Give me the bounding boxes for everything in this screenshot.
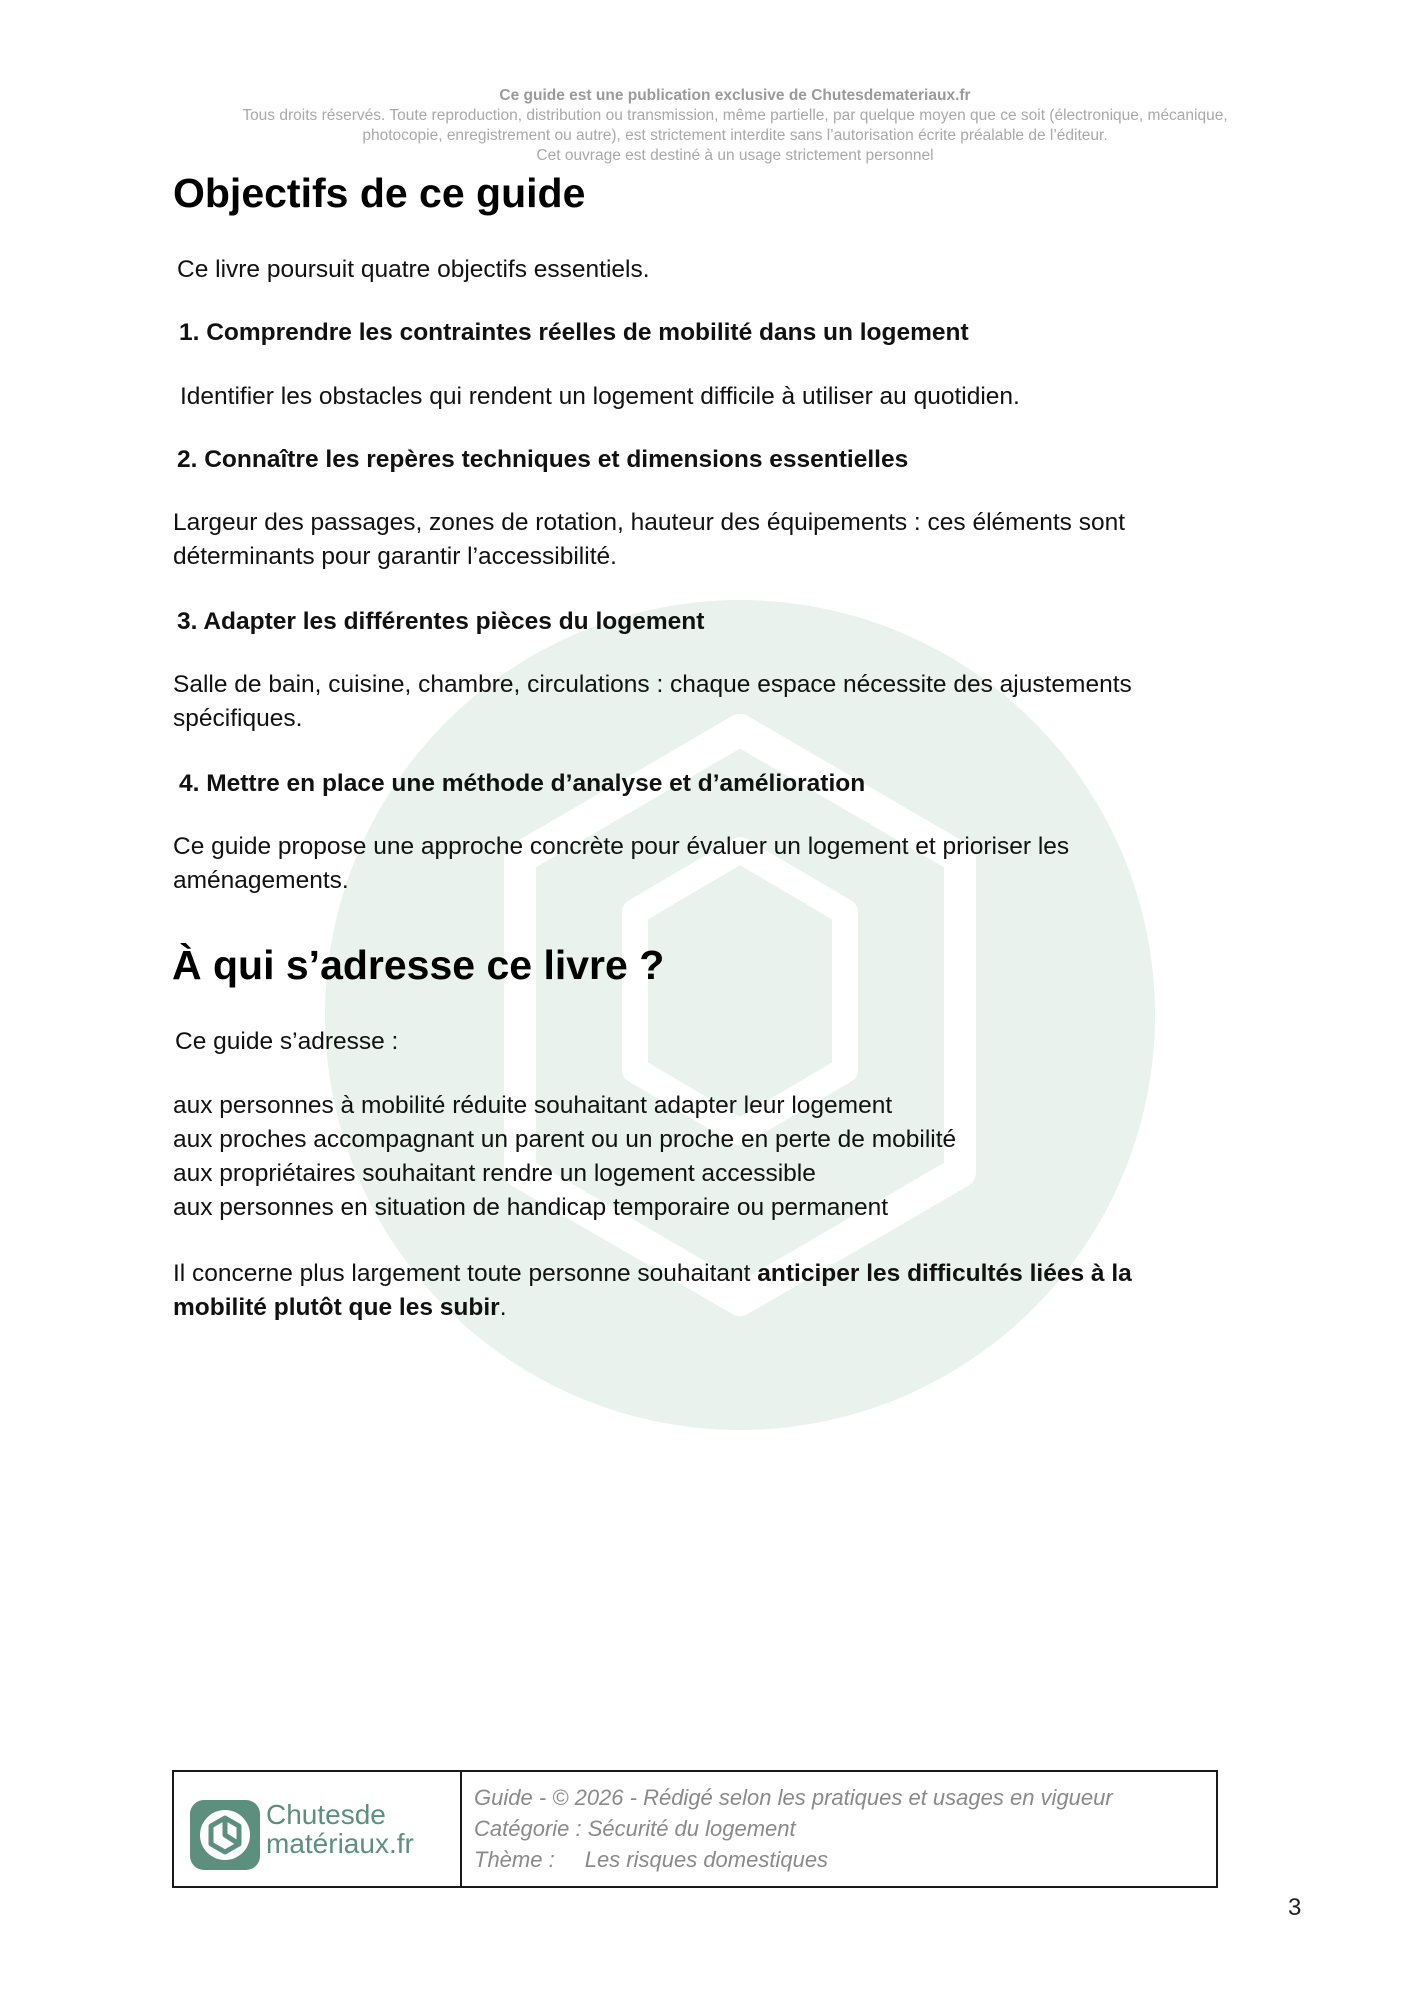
notice-line-1: Ce guide est une publication exclusive de Chutesdemateriaux.fr (499, 87, 971, 104)
objective-3-text-line-2: spécifiques. (173, 705, 303, 732)
footer-box (172, 1770, 1218, 1888)
audience-list (173, 1089, 956, 1225)
closing-emphasis-2: mobilité plutôt que les subir (173, 1294, 500, 1321)
page-number: 3 (1288, 1894, 1302, 1921)
footer-guide-line: Guide - © 2026 - Rédigé selon les pratiques et usages en vigueur (474, 1785, 1113, 1810)
footer-theme-label: Thème : (474, 1847, 555, 1872)
objective-2-text-line-2: déterminants pour garantir l’accessibilité. (173, 543, 617, 570)
notice-line-4: Cet ouvrage est destiné à un usage strictement personnel (536, 147, 934, 164)
objective-4-heading: 4. Mettre en place une méthode d’analyse et d’amélioration (179, 770, 866, 797)
objective-3-text-line-1: Salle de bain, cuisine, chambre, circulations : chaque espace nécessite des ajustements (173, 671, 1132, 698)
closing-emphasis-1: anticiper les difficultés liées à la (757, 1260, 1132, 1287)
closing-paragraph-line-2 (173, 1291, 507, 1325)
section-title-objectives: Objectifs de ce guide (173, 170, 586, 216)
brand-logo-icon (190, 1800, 260, 1870)
notice-line-2: Tous droits réservés. Toute reproduction, distribution ou transmission, même partielle, par quelque moyen que ce soit (électronique, mécanique, (242, 107, 1228, 124)
objective-2-heading: 2. Connaître les repères techniques et dimensions essentielles (177, 446, 909, 473)
notice-line-3: photocopie, enregistrement ou autre), est strictement interdite sans l’autorisation écrite préalable de l’éditeur. (362, 127, 1108, 144)
footer-theme-value: Les risques domestiques (584, 1847, 829, 1872)
copyright-notice (200, 86, 1270, 166)
closing-text: Il concerne plus largement toute personne souhaitant (173, 1260, 758, 1287)
footer-theme-line (474, 1844, 1113, 1875)
footer-divider (460, 1772, 462, 1886)
footer-category-line: Catégorie : Sécurité du logement (474, 1816, 796, 1841)
audience-item: aux proches accompagnant un parent ou un proche en perte de mobilité (173, 1126, 957, 1153)
logo-text-line-1: Chutesde (266, 1799, 386, 1830)
audience-item: aux personnes à mobilité réduite souhaitant adapter leur logement (173, 1092, 893, 1119)
audience-intro: Ce guide s’adresse : (175, 1028, 399, 1055)
brand-logo-text (266, 1800, 414, 1858)
objective-3-heading: 3. Adapter les différentes pièces du logement (177, 608, 705, 635)
objective-1-heading: 1. Comprendre les contraintes réelles de mobilité dans un logement (179, 319, 969, 346)
footer-info (474, 1782, 1113, 1875)
objective-4-text-line-2: aménagements. (173, 867, 349, 894)
logo-text-line-2: matériaux.fr (266, 1828, 414, 1859)
objective-2-text-line-1: Largeur des passages, zones de rotation, hauteur des équipements : ces éléments sont (173, 509, 1126, 536)
closing-paragraph-line-1 (173, 1257, 1132, 1291)
objective-1-text: Identifier les obstacles qui rendent un logement difficile à utiliser au quotidien. (180, 383, 1020, 410)
objective-4-text-line-1: Ce guide propose une approche concrète pour évaluer un logement et prioriser les (173, 833, 1070, 860)
closing-period: . (499, 1294, 507, 1321)
audience-item: aux personnes en situation de handicap temporaire ou permanent (173, 1194, 889, 1221)
audience-item: aux propriétaires souhaitant rendre un logement accessible (173, 1160, 816, 1187)
objectives-intro: Ce livre poursuit quatre objectifs essentiels. (177, 256, 650, 283)
section-title-audience: À qui s’adresse ce livre ? (172, 942, 665, 988)
